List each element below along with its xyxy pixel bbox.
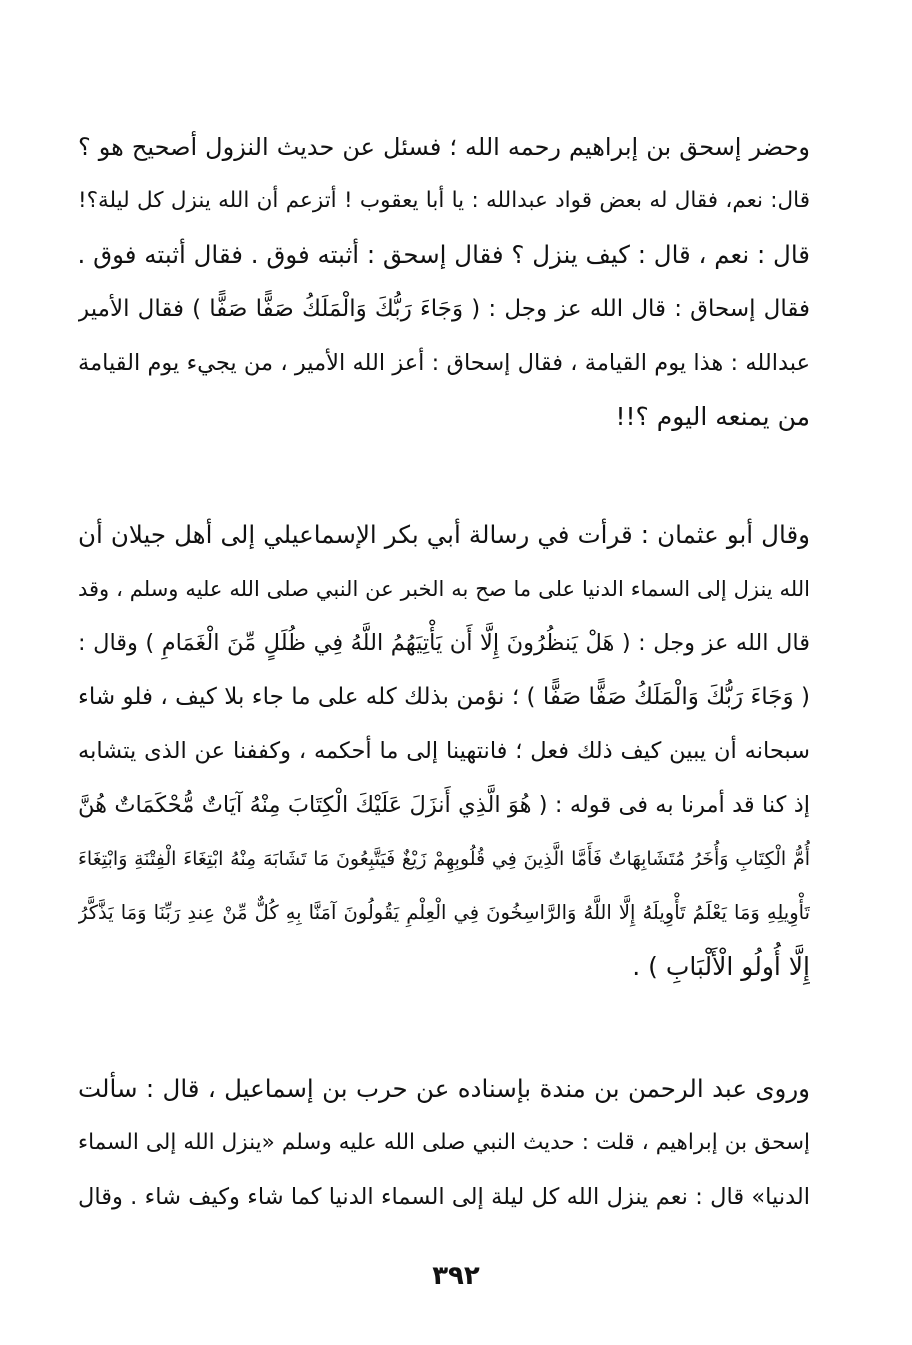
text-line: قال الله عز وجل : ( هَلْ يَنظُرُونَ إِلَّا أَن يَأْتِيَهُمُ اللَّهُ فِي ظُلَلٍ مِّنَ الْغَمَامِ ) وقال : [78, 630, 810, 656]
text-line: وقال أبو عثمان : قرأت في رسالة أبي بكر الإسماعيلي إلى أهل جيلان أن [78, 520, 810, 549]
quran-verse-line: أُمُّ الْكِتَابِ وَأُخَرُ مُتَشَابِهَاتٌ فَأَمَّا الَّذِينَ فِي قُلُوبِهِمْ زَيْغٌ فَيَتَّبِعُونَ مَا تَشَابَهَ مِنْهُ ابْتِغَاءَ الْفِتْنَةِ وَابْتِغَاءَ [78, 848, 810, 870]
paragraph-3 [78, 1062, 810, 1224]
text-line: قال: نعم، فقال له بعض قواد عبدالله : يا أبا يعقوب ! أتزعم أن الله ينزل كل ليلة؟! [78, 188, 810, 213]
text-line: ( وَجَاءَ رَبُّكَ وَالْمَلَكُ صَفًّا صَفًّا ) ؛ نؤمن بذلك كله على ما جاء بلا كيف ، فلو شاء [78, 684, 810, 710]
paragraph-2 [78, 508, 810, 994]
text-line: قال : نعم ، قال : كيف ينزل ؟ فقال إسحق : أثبته فوق . فقال أثبته فوق . [78, 240, 810, 269]
text-line: عبدالله : هذا يوم القيامة ، فقال إسحاق : أعز الله الأمير ، من يجيء يوم القيامة [78, 350, 810, 376]
text-line: إذ كنا قد أمرنا به فى قوله : ( هُوَ الَّذِي أَنزَلَ عَلَيْكَ الْكِتَابَ مِنْهُ آيَاتٌ مُّحْكَمَاتٌ هُنَّ [78, 792, 810, 818]
text-line: من يمنعه اليوم ؟!! [615, 402, 810, 431]
text-line: فقال إسحاق : قال الله عز وجل : ( وَجَاءَ رَبُّكَ وَالْمَلَكُ صَفًّا صَفًّا ) فقال الأمير [78, 296, 810, 322]
paragraph-1 [78, 120, 810, 444]
text-line: الله ينزل إلى السماء الدنيا على ما صح به الخبر عن النبي صلى الله عليه وسلم ، وقد [78, 577, 810, 601]
text-line: وروى عبد الرحمن بن مندة بإسناده عن حرب بن إسماعيل ، قال : سألت [78, 1074, 810, 1103]
page-number: ٣٩٢ [432, 1261, 480, 1291]
text-line: وحضر إسحق بن إبراهيم رحمه الله ؛ فسئل عن حديث النزول أصحيح هو ؟ [78, 133, 810, 161]
text-line: سبحانه أن يبين كيف ذلك فعل ؛ فانتهينا إلى ما أحكمه ، وكففنا عن الذى يتشابه [78, 738, 810, 764]
text-line: إِلَّا أُولُو الْأَلْبَابِ ) . [632, 952, 810, 981]
quran-verse-line: تَأْوِيلِهِ وَمَا يَعْلَمُ تَأْوِيلَهُ إِلَّا اللَّهُ وَالرَّاسِخُونَ فِي الْعِلْمِ يَقُولُونَ آمَنَّا بِهِ كُلٌّ مِّنْ عِندِ رَبِّنَا وَمَا يَذَّكَّرُ [78, 901, 810, 924]
text-line: إسحق بن إبراهيم ، قلت : حديث النبي صلى الله عليه وسلم «ينزل الله إلى السماء [78, 1130, 810, 1155]
text-line: الدنيا» قال : نعم ينزل الله كل ليلة إلى السماء الدنيا كما شاء وكيف شاء . وقال [78, 1184, 810, 1210]
